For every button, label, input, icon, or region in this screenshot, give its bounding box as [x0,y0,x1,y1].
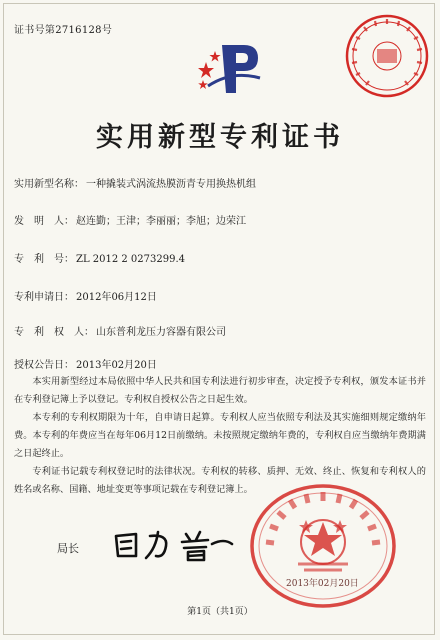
seal-date: 2013年02月20日 [286,579,359,589]
certificate-title: 实用新型专利证书 [96,122,344,153]
patentee-row [14,323,226,338]
inventor-row [14,212,246,227]
patentee-label: 专 利 权 人： [14,327,94,338]
body-paragraph: 本专利的专利权期限为十年，自申请日起算。专利权人应当依照专利法及其实施细则规定缴纳年费。本专利的年费应当在每年06月12日前缴纳。未按照规定缴纳年费的，专利权自应当缴纳年费期满之日起终止。 [14,412,426,459]
filing-date-value: 2012年06月12日 [76,292,157,303]
grant-date-label: 授权公告日： [14,360,74,371]
body-paragraph: 专利证书记载专利权登记时的法律状况。专利权的转移、质押、无效、终止、恢复和专利权人的姓名或名称、国籍、地址变更等事项记载在专利登记簿上。 [14,466,426,495]
grant-date-row [14,356,157,371]
inventor-label: 发 明 人： [14,216,74,227]
national-ip-office-seal-icon [248,482,398,610]
inventor-value: 赵连勤；王津；李丽丽；李旭；边荣江 [76,216,246,227]
sipo-logo-icon [196,40,266,98]
certificate-number: 证书号第2716128号 [14,25,113,36]
patentee-value: 山东普利龙压力容器有限公司 [96,327,226,338]
certificate-body [14,373,426,499]
body-paragraph: 本实用新型经过本局依照中华人民共和国专利法进行初步审查，决定授予专利权，颁发本证书并在专利登记簿上予以登记。专利权自授权公告之日起生效。 [14,376,426,405]
director-signature-icon [112,526,236,564]
utility-name-label: 实用新型名称： [14,179,84,190]
patent-number-value: ZL 2012 2 0273299.4 [76,254,186,265]
filing-date-label: 专利申请日： [14,292,74,303]
patent-number-row [14,250,185,265]
page-footer: 第1页（共1页） [187,607,253,617]
patent-number-label: 专 利 号： [14,254,74,265]
utility-name-row [14,175,256,190]
anti-counterfeit-seal-icon [344,13,430,99]
director-label: 局长 [57,542,79,555]
utility-name-value: 一种撬装式涡流热膜沥青专用换热机组 [86,179,256,190]
filing-date-row [14,288,157,303]
grant-date-value: 2013年02月20日 [76,360,157,371]
